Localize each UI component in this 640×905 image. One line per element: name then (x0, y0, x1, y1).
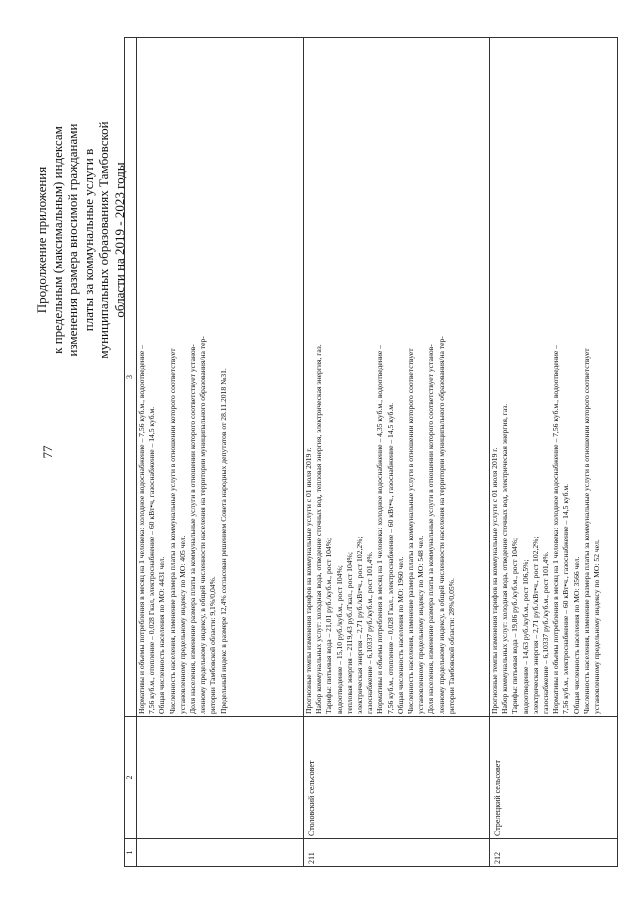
page-number: 77 (40, 445, 55, 459)
row-number: 211 (304, 839, 490, 867)
appendix-heading (34, 75, 127, 405)
table-row (137, 38, 304, 867)
detail-line: Нормативы и объемы потребления в месяц на 1 человека: холодное водоснабжение – 7,56 куб.м., водоотведение – (137, 345, 146, 714)
detail-line: ленному предельному индексу, в общей численности населения на территории муниципального образования/на тер- (436, 336, 446, 714)
detail-line: Прогнозные темпы изменения тарифов на коммунальные услуги с 01 июля 2019 г. (304, 447, 313, 714)
detail-line: установленному предельному индексу по МО: 548 чел. (416, 535, 426, 714)
municipality-name: Стрелецкий сельсовет (490, 717, 618, 839)
detail-line: 7,56 куб.м., отопление – 0,028 Гкал., электроснабжение – 60 кВт•ч., газоснабжение – 14,5 куб.м. (385, 403, 395, 714)
detail-line: газоснабжение – 6,10337 руб./куб.м., рост 101,4%. (365, 551, 375, 714)
detail-line: электрическая энергия – 2,71 руб./кВт•ч., рост 102,2%; (530, 536, 540, 714)
detail-line: электрическая энергия – 2,71 руб./кВт•ч., рост 102,2%; (355, 536, 365, 714)
indices-table (124, 37, 618, 867)
detail-line: установленному предельному индексу по МО: 405 чел. (177, 535, 187, 714)
detail-line: водоотведение – 15,10 руб./куб.м., рост 104%; (334, 565, 344, 714)
column-number: 1 (125, 839, 137, 867)
detail-line: Численность населения, изменение размера платы за коммунальные услуги в отношении которого соответствует (167, 348, 177, 714)
detail-line: Общая численность населения по МО: 4431 чел. (157, 556, 167, 714)
municipality-name (137, 717, 304, 839)
municipality-name: Столовский сельсовет (304, 717, 490, 839)
row-details (490, 38, 618, 717)
row-number (137, 839, 304, 867)
detail-line: Тарифы: питьевая вода – 19,86 руб./куб.м., рост 104%; (510, 537, 520, 714)
detail-line: газоснабжение – 6,10337 руб./куб.м., рост 101,4%. (541, 551, 551, 714)
row-details (137, 38, 304, 717)
detail-line: ритории Тамбовской области: 9,1%/0,04%. (208, 576, 218, 714)
table-row (304, 38, 490, 867)
detail-line: Набор коммунальных услуг: холодная вода, отведение сточных вод, тепловая энергия, электрическая энергия, газ. (314, 344, 324, 714)
column-number: 3 (125, 38, 137, 717)
heading-line: изменения размера вносимой гражданами (65, 123, 80, 357)
column-number-row (125, 38, 137, 867)
detail-line: тепловая энергия – 2119,43 руб./Гкал., рост 104%; (344, 552, 354, 714)
detail-line: Нормативы и объемы потребления в месяц на 1 человека: холодное водоснабжение – 7,56 куб.м., водоотведение – (551, 345, 561, 714)
column-number: 2 (125, 717, 137, 839)
heading-line: области на 2019 - 2023 годы (111, 162, 127, 318)
detail-line: водоотведение – 14,63 руб./куб.м., рост 106,5%; (520, 559, 530, 714)
detail-line: Нормативы и объемы потребления в месяц на 1 человека: холодное водоснабжение – 4,35 куб.м., водоотведение – (375, 345, 385, 714)
detail-line: ленному предельному индексу, в общей численности населения на территории муниципального образования/на тер- (198, 336, 208, 714)
row-details (304, 38, 490, 717)
table-row (490, 38, 618, 867)
row-number: 212 (490, 839, 618, 867)
detail-line: Общая численность населения по МО: 1960 чел. (395, 556, 405, 714)
detail-line: Численность населения, изменение размера платы за коммунальные услуги в отношении которого соответствует (581, 348, 591, 714)
detail-line: 7,56 куб.м., электроснабжение – 60 кВт•ч., газоснабжение – 14,5 куб.м. (561, 483, 571, 714)
detail-line: ритории Тамбовской области: 28%/0,05%. (446, 578, 456, 714)
heading-line: Продолжение приложения (34, 166, 49, 314)
heading-line: к предельным (максимальным) индексам (49, 126, 65, 354)
detail-line: установленному предельному индексу по МО: 52 чел. (592, 539, 602, 714)
detail-line: Доля населения, изменение размера платы за коммунальные услуги в отношении которого соответствует установ- (188, 344, 198, 714)
heading-line: муниципальных образованиях Тамбовской (96, 121, 111, 359)
detail-line: Численность населения, изменение размера платы за коммунальные услуги в отношении которого соответствует (406, 348, 416, 714)
detail-line: Прогнозные темпы изменения тарифов на коммунальные услуги с 01 июля 2019 г. (490, 447, 499, 714)
detail-line: Общая численность населения по МО: 3566 чел. (571, 556, 581, 714)
detail-line: Предельный индекс в размере 12,4% согласован решением Совета народных депутатов от 28.11.2018 №31. (218, 368, 228, 714)
detail-line: Доля населения, изменение размера платы за коммунальные услуги в отношении которого соответствует установ- (426, 344, 436, 714)
heading-line: платы за коммунальные услуги в (80, 148, 96, 332)
detail-line: Тарифы: питьевая вода – 21,01 руб./куб.м., рост 104%; (324, 537, 334, 714)
detail-line: 7,56 куб.м., отопление – 0,028 Гкал, электроснабжение – 60 кВт•ч, газоснабжение – 14,5 куб.м. (147, 406, 157, 714)
detail-line: Набор коммунальных услуг: холодная вода, отведение сточных вод, электрическая энергия, газ. (500, 403, 510, 714)
